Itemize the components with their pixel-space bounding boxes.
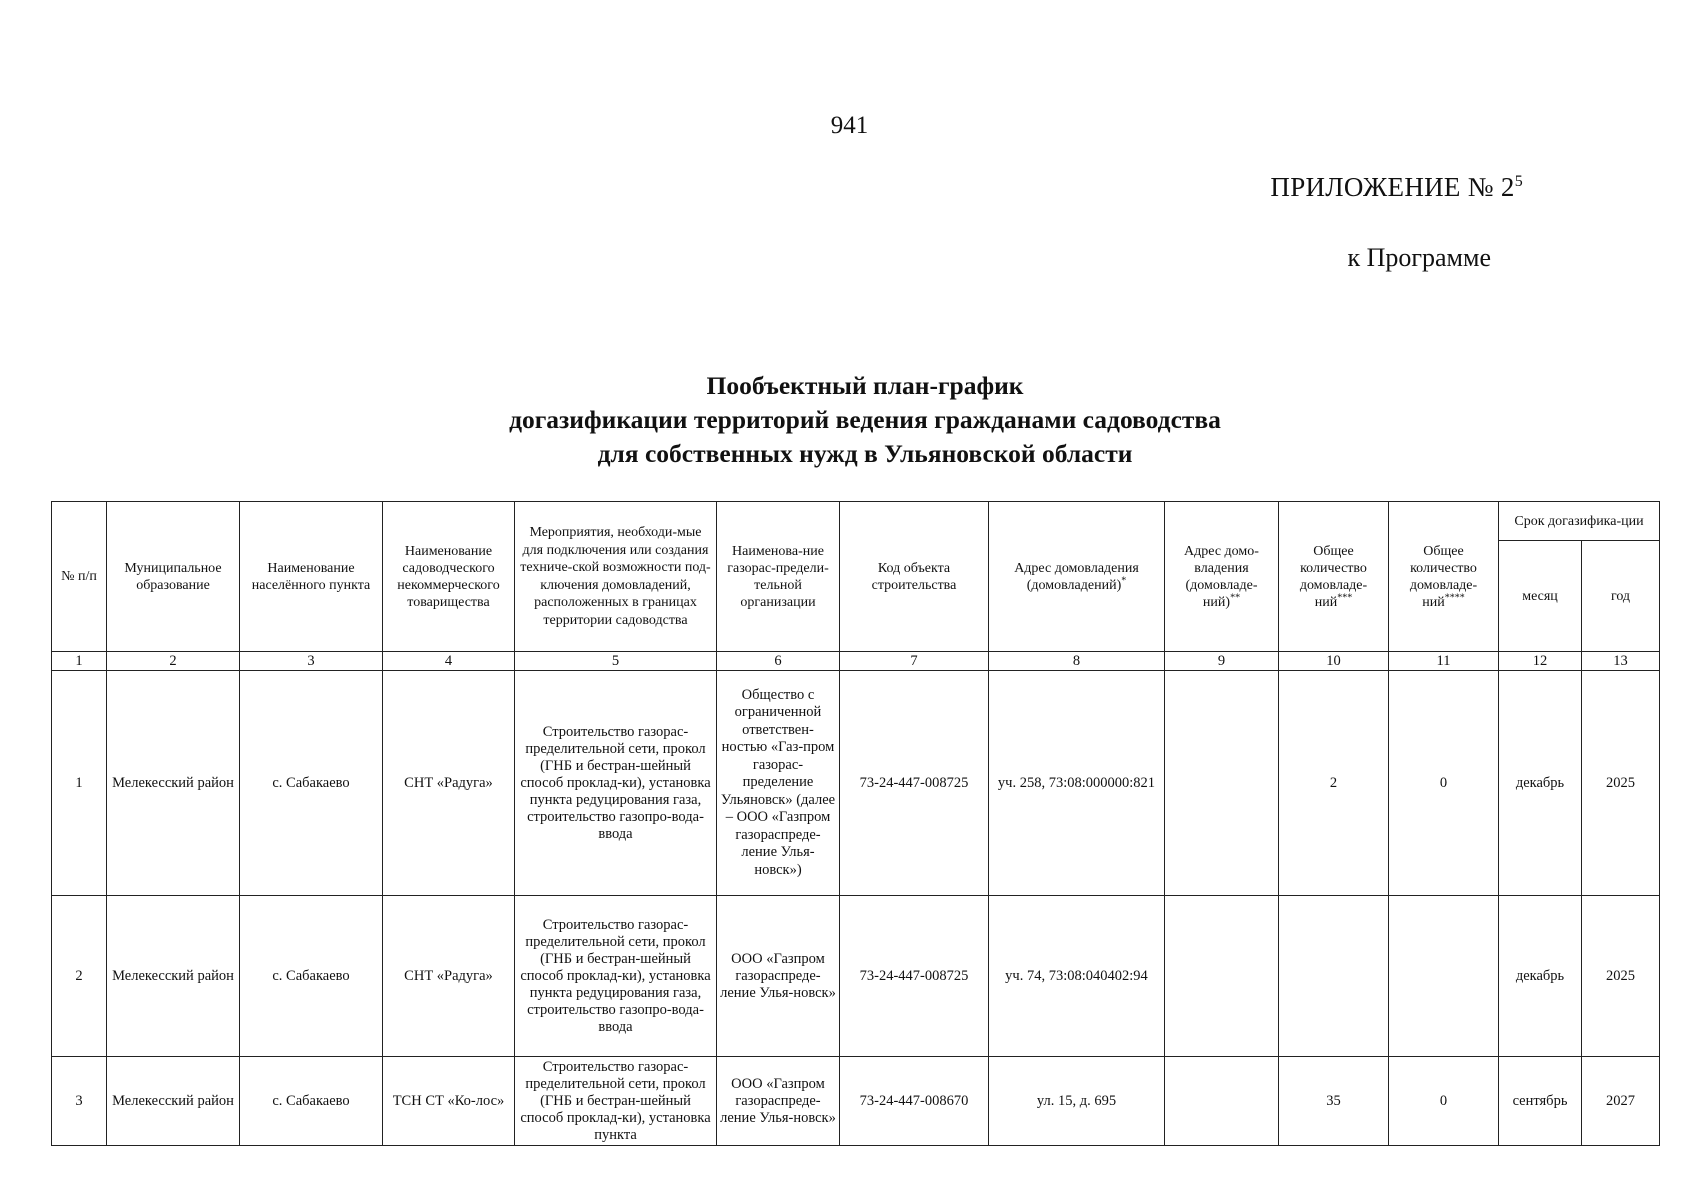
cell-settlement: с. Сабакаево <box>240 671 383 896</box>
cell-organization: ООО «Газпром газораспреде-ление Улья-новск» <box>717 896 840 1057</box>
header-partnership: Наименование садоводческого некоммерческого товарищества <box>383 502 515 652</box>
title-line-1: Пообъектный план-график <box>706 371 1024 400</box>
column-number: 1 <box>52 652 107 671</box>
appendix-superscript: 5 <box>1514 173 1523 190</box>
cell-partnership: ТСН СТ «Ко-лос» <box>383 1057 515 1146</box>
header-measures: Мероприятия, необходи-мые для подключения или создания техниче-ской возможности под-ключения домовладений, расположенных в границах территории садоводства <box>515 502 717 652</box>
cell-total-households: 2 <box>1279 671 1389 896</box>
column-number: 7 <box>840 652 989 671</box>
cell-month: декабрь <box>1499 896 1582 1057</box>
cell-number: 2 <box>52 896 107 1057</box>
cell-object-code: 73-24-447-008725 <box>840 671 989 896</box>
document-title <box>0 369 1699 471</box>
cell-address-2 <box>1165 896 1279 1057</box>
cell-total-households-2: 0 <box>1389 1057 1499 1146</box>
column-number: 2 <box>107 652 240 671</box>
column-number: 11 <box>1389 652 1499 671</box>
cell-month: сентябрь <box>1499 1057 1582 1146</box>
header-total-households-text: Общее количество домовладе-ний <box>1299 543 1368 610</box>
footnote-mark: *** <box>1337 591 1353 603</box>
page-number: 941 <box>830 112 869 139</box>
cell-object-code: 73-24-447-008670 <box>840 1057 989 1146</box>
cell-address-2 <box>1165 671 1279 896</box>
footnote-mark: ** <box>1230 591 1241 603</box>
header-organization: Наименова-ние газорас-предели-тельной организации <box>717 502 840 652</box>
cell-number: 1 <box>52 671 107 896</box>
table-row <box>52 671 1660 896</box>
header-number: № п/п <box>52 502 107 652</box>
cell-municipality: Мелекесский район <box>107 1057 240 1146</box>
cell-measures: Строительство газорас-пределительной сети, прокол (ГНБ и бестран-шейный способ проклад-ки), установка пункта <box>515 1057 717 1146</box>
cell-settlement: с. Сабакаево <box>240 896 383 1057</box>
column-number: 12 <box>1499 652 1582 671</box>
header-year: год <box>1582 541 1660 652</box>
cell-partnership: СНТ «Радуга» <box>383 671 515 896</box>
header-month: месяц <box>1499 541 1582 652</box>
cell-address: уч. 258, 73:08:000000:821 <box>989 671 1165 896</box>
cell-municipality: Мелекесский район <box>107 896 240 1057</box>
column-number: 10 <box>1279 652 1389 671</box>
header-address <box>989 502 1165 652</box>
cell-total-households: 35 <box>1279 1057 1389 1146</box>
cell-partnership: СНТ «Радуга» <box>383 896 515 1057</box>
footnote-mark: * <box>1121 574 1127 586</box>
program-reference: к Программе <box>1347 243 1491 272</box>
cell-measures: Строительство газорас-пределительной сети, прокол (ГНБ и бестран-шейный способ проклад-ки), установка пункта редуцирования газа, строительство газопро-вода-ввода <box>515 671 717 896</box>
column-number: 3 <box>240 652 383 671</box>
appendix-text: ПРИЛОЖЕНИЕ № 2 <box>1270 172 1515 202</box>
appendix-label <box>1270 172 1523 203</box>
column-number: 6 <box>717 652 840 671</box>
header-row-1 <box>52 502 1660 541</box>
cell-total-households <box>1279 896 1389 1057</box>
header-deadline: Срок догазифика-ции <box>1499 502 1660 541</box>
cell-municipality: Мелекесский район <box>107 671 240 896</box>
header-address-2 <box>1165 502 1279 652</box>
table-row <box>52 896 1660 1057</box>
table-row <box>52 1057 1660 1146</box>
cell-number: 3 <box>52 1057 107 1146</box>
header-total-households-2 <box>1389 502 1499 652</box>
plan-schedule-table <box>51 501 1660 1146</box>
header-address-text: Адрес домовладения (домовладений) <box>1014 560 1139 593</box>
cell-address: ул. 15, д. 695 <box>989 1057 1165 1146</box>
cell-organization: Общество с ограниченной ответствен-ностью «Газ-пром газорас-пределение Ульяновск» (далее – ООО «Газпром газораспреде-ление Улья-новск») <box>717 671 840 896</box>
cell-total-households-2 <box>1389 896 1499 1057</box>
footnote-mark: **** <box>1444 591 1465 603</box>
column-number: 4 <box>383 652 515 671</box>
header-address-2-text: Адрес домо-владения (домовладе-ний) <box>1184 543 1259 610</box>
cell-address-2 <box>1165 1057 1279 1146</box>
header-total-households-2-text: Общее количество домовладе-ний <box>1409 543 1478 610</box>
header-total-households <box>1279 502 1389 652</box>
cell-year: 2025 <box>1582 896 1660 1057</box>
cell-year: 2025 <box>1582 671 1660 896</box>
column-number: 5 <box>515 652 717 671</box>
cell-address: уч. 74, 73:08:040402:94 <box>989 896 1165 1057</box>
header-settlement: Наименование населённого пункта <box>240 502 383 652</box>
column-numbers-row <box>52 652 1660 671</box>
cell-year: 2027 <box>1582 1057 1660 1146</box>
title-line-2: догазификации территорий ведения гражданами садоводства <box>509 405 1221 434</box>
title-line-3: для собственных нужд в Ульяновской области <box>597 439 1133 468</box>
cell-object-code: 73-24-447-008725 <box>840 896 989 1057</box>
cell-month: декабрь <box>1499 671 1582 896</box>
header-municipality: Муниципальное образование <box>107 502 240 652</box>
cell-total-households-2: 0 <box>1389 671 1499 896</box>
cell-organization: ООО «Газпром газораспреде-ление Улья-новск» <box>717 1057 840 1146</box>
column-number: 8 <box>989 652 1165 671</box>
column-number: 13 <box>1582 652 1660 671</box>
column-number: 9 <box>1165 652 1279 671</box>
cell-measures: Строительство газорас-пределительной сети, прокол (ГНБ и бестран-шейный способ проклад-ки), установка пункта редуцирования газа, строительство газопро-вода-ввода <box>515 896 717 1057</box>
cell-settlement: с. Сабакаево <box>240 1057 383 1146</box>
header-object-code: Код объекта строительства <box>840 502 989 652</box>
